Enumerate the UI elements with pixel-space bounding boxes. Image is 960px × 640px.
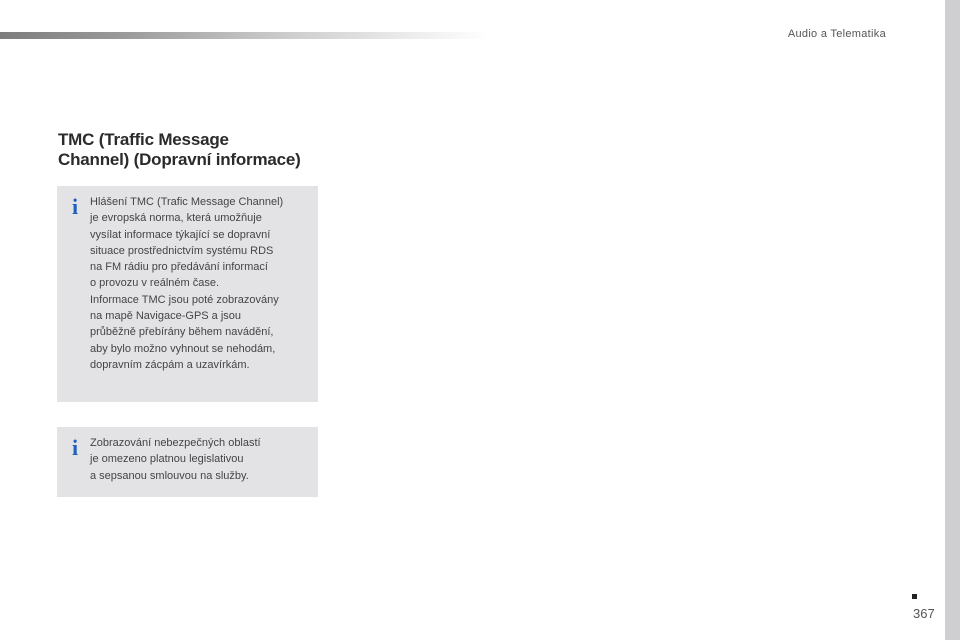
section-label: Audio a Telematika [787, 28, 886, 40]
info-line: situace prostřednictvím systému RDS [90, 244, 274, 257]
info-box-tmc [57, 186, 318, 402]
info-box-danger-zones [57, 427, 318, 497]
section-title-line: Channel) (Dopravní informace) [58, 150, 301, 169]
info-line: na mapě Navigace-GPS a jsou [90, 310, 242, 323]
section-title [58, 130, 358, 170]
page-edge-strip [945, 0, 960, 640]
info-text [90, 435, 315, 484]
page-number: 367 [913, 606, 935, 621]
info-line: je omezeno platnou legislativou [90, 453, 244, 466]
info-line: průběžně přebírány během navádění, [90, 326, 274, 339]
page-marker [912, 594, 917, 599]
info-line: Hlášení TMC (Trafic Message Channel) [90, 196, 284, 208]
info-icon: i [71, 194, 79, 219]
info-line: je evropská norma, která umožňuje [90, 212, 262, 225]
info-line: o provozu v reálném čase. [90, 277, 220, 290]
info-line: dopravním zácpám a uzavírkám. [90, 358, 250, 371]
info-line: a sepsanou smlouvou na služby. [90, 469, 249, 482]
info-line: Informace TMC jsou poté zobrazovány [90, 293, 279, 306]
info-line: na FM rádiu pro předávání informací [90, 261, 268, 274]
info-icon: i [71, 435, 79, 460]
info-line: Zobrazování nebezpečných oblastí [90, 437, 261, 449]
info-line: vysílat informace týkající se dopravní [90, 228, 271, 241]
section-title-line: TMC (Traffic Message [58, 130, 229, 149]
header-gradient-bar [0, 32, 490, 39]
info-text [90, 194, 315, 373]
info-line: aby bylo možno vyhnout se nehodám, [90, 342, 276, 355]
